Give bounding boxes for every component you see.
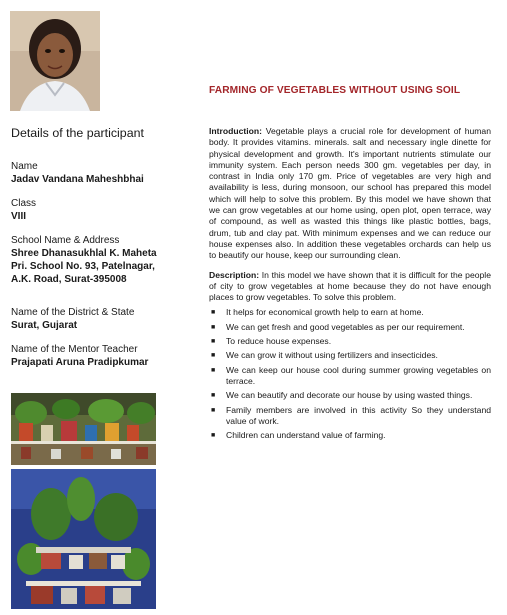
list-item: ■ We can grow it without using fertilizers and insecticides. — [211, 350, 438, 361]
list-item: ■ Children can understand value of farming. — [211, 430, 386, 441]
mentor-label: Name of the Mentor Teacher — [11, 344, 138, 355]
bullet-icon: ■ — [211, 338, 216, 346]
participant-details — [11, 126, 201, 380]
bullet-icon: ■ — [211, 366, 216, 374]
model-photo-2 — [11, 469, 156, 609]
school-label: School Name & Address — [11, 235, 120, 246]
mentor-name: Prajapati Aruna Pradipkumar — [11, 357, 149, 368]
bullet-icon: ■ — [211, 432, 216, 440]
list-item: ■ To reduce house expenses. — [211, 336, 332, 347]
bullet-icon: ■ — [211, 406, 216, 414]
name-label: Name — [11, 161, 38, 172]
page-title: FARMING OF VEGETABLES WITHOUT USING SOIL — [209, 85, 461, 96]
description-paragraph — [209, 270, 491, 304]
school-line-1: Shree Dhanasukhlal K. Maheta — [11, 248, 157, 259]
participant-photo — [10, 11, 100, 111]
introduction-text: Vegetable plays a crucial role for development of human body. It provides vitamins. minerals. salt and necessary ingle dinette for physical development and growth. It's important nutrients stimulate our immunity system. Each person needs 300 gm. vegetables per day, in contrast in India only 170 gm. Price of vegetables are very high and availability is less, during monsoon, our school has prepared this model which will help to solve this problem. By this model we have shown that we can grow vegetables at our home using, open plot, open terrace, way of compound, as well as wasted this things like plastic bottles, bags, drum, tub and clay pat. With minimum expenses and we can reduce our house expenses also. In addition these vegetables orchards can help us to beautify our house, keep our surrounding clean. — [209, 126, 491, 261]
school-line-3: A.K. Road, Surat-395008 — [11, 274, 127, 285]
details-heading: Details of the participant — [11, 126, 144, 140]
list-item: ■ It helps for economical growth help to earn at home. — [211, 307, 424, 318]
class-label: Class — [11, 198, 37, 209]
description-text: In this model we have shown that it is difficult for the people of city to grow vegetables at home because they do not have enough places to grow vegetables. To solve this problem. — [209, 269, 491, 303]
school-line-2: Pri. School No. 93, Patelnagar, — [11, 261, 155, 272]
list-item: ■ We can keep our house cool during summer growing vegetables on terrace. — [211, 364, 491, 386]
benefits-list — [209, 307, 491, 441]
list-item: ■ We can get fresh and good vegetables as per our requirement. — [211, 321, 465, 332]
content-column — [209, 126, 491, 444]
list-item: ■ Family members are involved in this activity So they understand value of work. — [211, 404, 491, 426]
district-value: Surat, Gujarat — [11, 320, 78, 331]
participant-name: Jadav Vandana Maheshbhai — [11, 174, 144, 185]
bullet-icon: ■ — [211, 392, 216, 400]
model-photo-1 — [11, 393, 156, 465]
bullet-icon: ■ — [211, 323, 216, 331]
description-label: Description: — [209, 269, 260, 280]
introduction-label: Introduction: — [209, 126, 262, 136]
bullet-icon: ■ — [211, 352, 216, 360]
participant-class: VIII — [11, 211, 27, 222]
district-label: Name of the District & State — [11, 307, 135, 318]
list-item: ■ We can beautify and decorate our house by using wasted things. — [211, 390, 473, 401]
bullet-icon: ■ — [211, 309, 216, 317]
introduction-paragraph — [209, 126, 491, 262]
